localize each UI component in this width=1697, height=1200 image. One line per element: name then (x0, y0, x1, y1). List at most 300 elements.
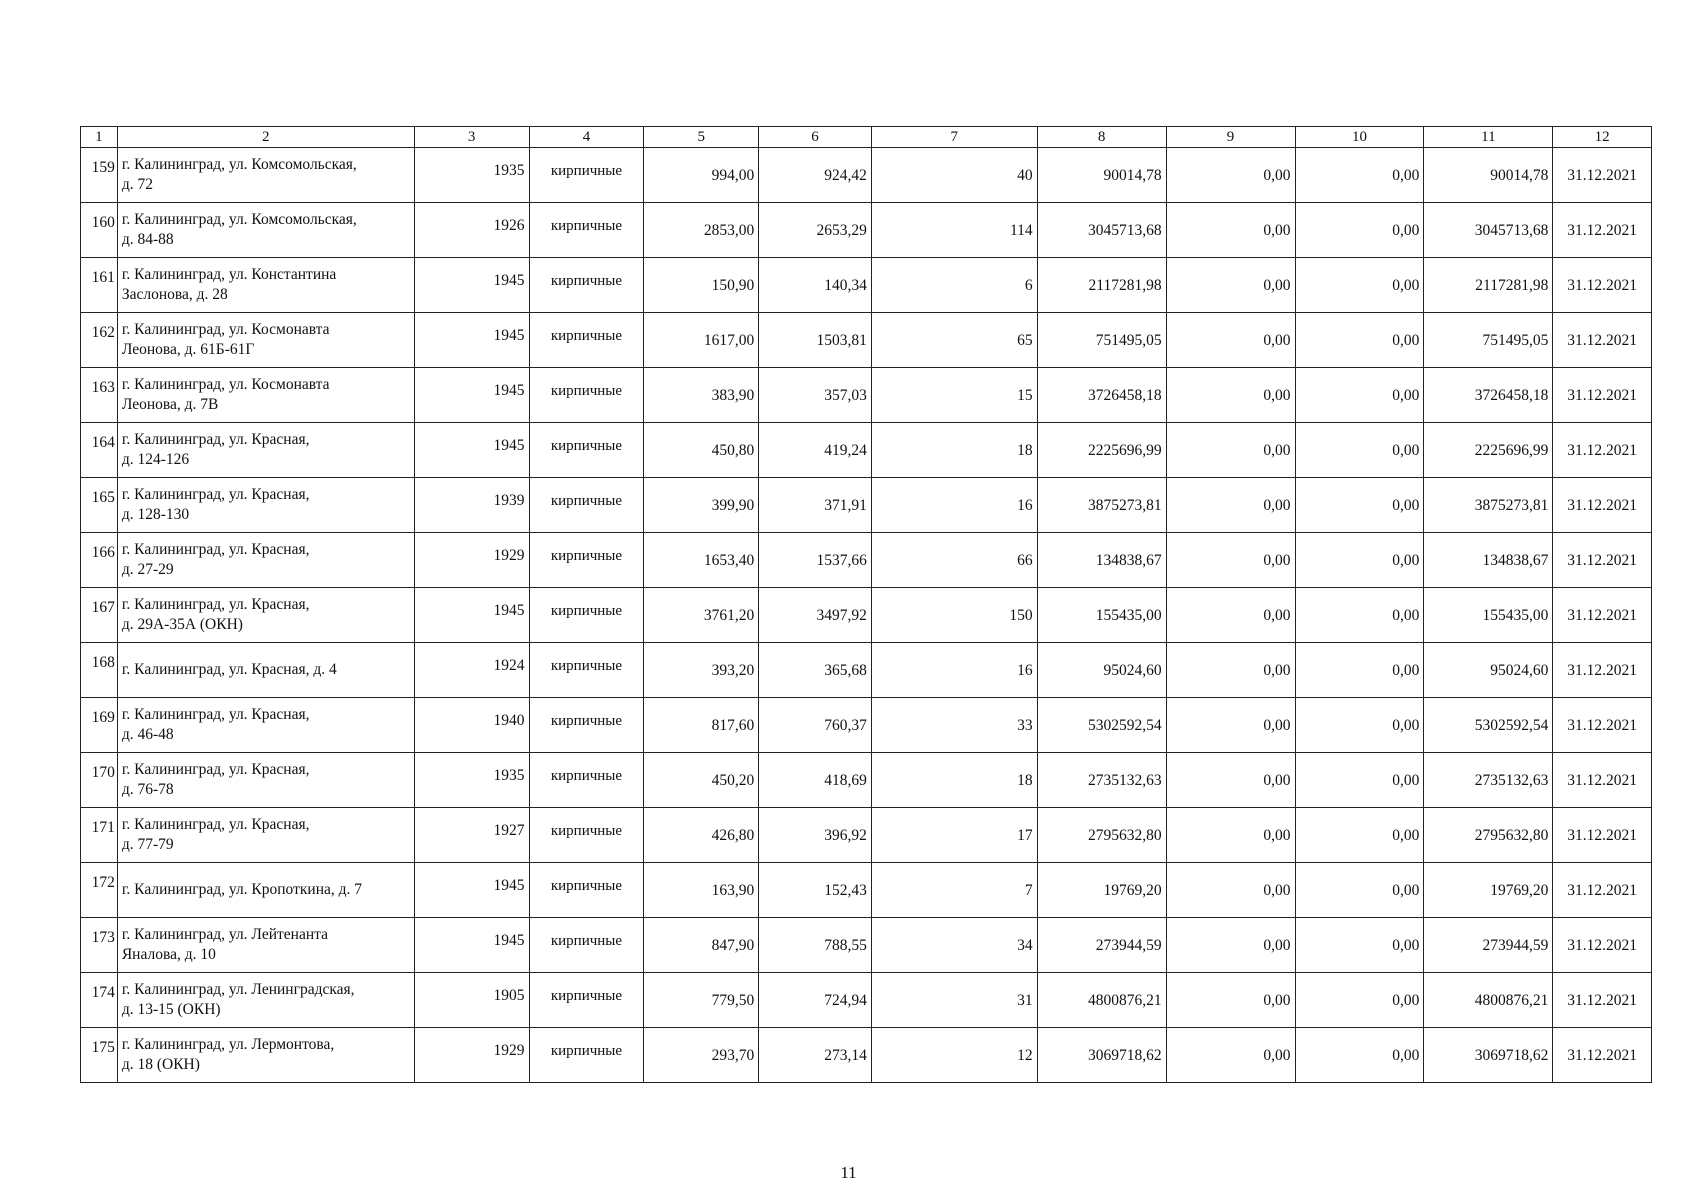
repair-cost-owners-value: 95024,60 (1490, 662, 1549, 679)
repair-cost-total-cell (1037, 918, 1166, 973)
deadline-date-cell (1553, 918, 1652, 973)
wall-material-value: кирпичные (550, 492, 623, 509)
repair-cost-owners-value: 2225696,99 (1474, 442, 1549, 459)
fund-amount-cell (1166, 258, 1295, 313)
wall-material-value: кирпичные (550, 767, 623, 784)
total-area-value: 150,90 (711, 277, 755, 294)
year-built-cell (414, 863, 529, 918)
deadline-date-value: 31.12.2021 (1567, 937, 1638, 954)
row-number-value: 167 (91, 599, 115, 616)
table-row (81, 643, 1652, 698)
other-amount-value: 0,00 (1392, 497, 1420, 514)
fund-amount-value: 0,00 (1263, 497, 1291, 514)
address-cell: г. Калининград, ул. Красная, д. 4 (117, 643, 414, 698)
deadline-date-value: 31.12.2021 (1567, 167, 1638, 184)
living-area-value: 924,42 (824, 167, 867, 184)
living-area-value: 273,14 (824, 1047, 867, 1064)
wall-material-cell (529, 258, 644, 313)
address-cell: г. Калининград, ул. Красная, д. 77-79 (117, 808, 414, 863)
living-area-value: 371,91 (824, 497, 867, 514)
address-cell: г. Калининград, ул. Красная, д. 29А-35А (ОКН) (117, 588, 414, 643)
total-area-value: 393,20 (711, 662, 755, 679)
wall-material-value: кирпичные (550, 657, 623, 674)
row-number-value: 165 (91, 489, 115, 506)
fund-amount-cell (1166, 643, 1295, 698)
other-amount-cell (1295, 203, 1424, 258)
living-area-value: 419,24 (824, 442, 867, 459)
deadline-date-value: 31.12.2021 (1567, 662, 1638, 679)
year-built-cell (414, 808, 529, 863)
total-area-value: 3761,20 (703, 607, 755, 624)
table-row (81, 753, 1652, 808)
deadline-date-value: 31.12.2021 (1567, 607, 1638, 624)
total-area-cell (644, 973, 759, 1028)
fund-amount-value: 0,00 (1263, 277, 1291, 294)
deadline-date-value: 31.12.2021 (1567, 552, 1638, 569)
houses-table (80, 126, 1652, 1083)
column-number-cell: 7 (871, 127, 1037, 148)
repair-cost-owners-value: 3875273,81 (1474, 497, 1549, 514)
living-area-cell (759, 698, 872, 753)
fund-amount-value: 0,00 (1263, 827, 1291, 844)
repair-cost-total-value: 4800876,21 (1087, 992, 1162, 1009)
repair-cost-owners-value: 2117281,98 (1475, 277, 1549, 294)
total-area-value: 1617,00 (703, 332, 755, 349)
total-area-cell (644, 698, 759, 753)
wall-material-value: кирпичные (550, 382, 623, 399)
total-area-value: 994,00 (711, 167, 755, 184)
deadline-date-cell (1553, 423, 1652, 478)
year-built-cell (414, 478, 529, 533)
wall-material-cell (529, 753, 644, 808)
repair-cost-total-value: 5302592,54 (1087, 717, 1162, 734)
wall-material-cell (529, 973, 644, 1028)
living-area-value: 140,34 (824, 277, 867, 294)
deadline-date-cell (1553, 313, 1652, 368)
wall-material-value: кирпичные (550, 217, 623, 234)
wall-material-cell (529, 423, 644, 478)
other-amount-value: 0,00 (1392, 937, 1420, 954)
year-built-cell (414, 973, 529, 1028)
fund-amount-cell (1166, 423, 1295, 478)
living-area-cell (759, 368, 872, 423)
living-area-cell (759, 863, 872, 918)
living-area-value: 396,92 (824, 827, 867, 844)
row-number-cell (81, 368, 118, 423)
repair-cost-total-value: 273944,59 (1095, 937, 1162, 954)
year-built-value: 1939 (493, 492, 525, 509)
repair-cost-total-value: 3726458,18 (1087, 387, 1162, 404)
repair-cost-total-cell (1037, 588, 1166, 643)
living-area-value: 1503,81 (816, 332, 867, 349)
repair-cost-owners-value: 751495,05 (1482, 332, 1549, 349)
address-cell: г. Калининград, ул. Красная, д. 124-126 (117, 423, 414, 478)
total-area-cell (644, 423, 759, 478)
wall-material-cell (529, 1028, 644, 1083)
deadline-date-value: 31.12.2021 (1567, 882, 1638, 899)
row-number-cell (81, 643, 118, 698)
row-number-value: 170 (91, 764, 115, 781)
row-number-value: 168 (91, 654, 115, 671)
living-area-cell (759, 973, 872, 1028)
repair-cost-owners-cell (1424, 258, 1553, 313)
deadline-date-cell (1553, 698, 1652, 753)
column-number-cell: 3 (414, 127, 529, 148)
year-built-cell (414, 918, 529, 973)
residents-count-cell (871, 753, 1037, 808)
repair-cost-total-value: 19769,20 (1103, 882, 1162, 899)
residents-count-cell (871, 643, 1037, 698)
total-area-cell (644, 368, 759, 423)
wall-material-cell (529, 863, 644, 918)
repair-cost-total-value: 2117281,98 (1088, 277, 1162, 294)
fund-amount-cell (1166, 753, 1295, 808)
deadline-date-cell (1553, 203, 1652, 258)
residents-count-cell (871, 533, 1037, 588)
living-area-value: 3497,92 (816, 607, 867, 624)
row-number-cell (81, 478, 118, 533)
row-number-cell (81, 588, 118, 643)
repair-cost-owners-value: 3069718,62 (1474, 1047, 1549, 1064)
fund-amount-cell (1166, 313, 1295, 368)
residents-count-value: 18 (1017, 772, 1033, 789)
other-amount-value: 0,00 (1392, 552, 1420, 569)
residents-count-value: 6 (1024, 277, 1033, 294)
deadline-date-value: 31.12.2021 (1567, 992, 1638, 1009)
other-amount-value: 0,00 (1392, 717, 1420, 734)
wall-material-cell (529, 368, 644, 423)
column-number-cell: 8 (1037, 127, 1166, 148)
repair-cost-total-value: 155435,00 (1095, 607, 1162, 624)
wall-material-value: кирпичные (550, 987, 623, 1004)
year-built-value: 1929 (493, 547, 525, 564)
row-number-cell (81, 203, 118, 258)
total-area-cell (644, 753, 759, 808)
repair-cost-owners-value: 2735132,63 (1474, 772, 1549, 789)
other-amount-cell (1295, 588, 1424, 643)
repair-cost-owners-value: 90014,78 (1490, 167, 1549, 184)
total-area-cell (644, 643, 759, 698)
repair-cost-total-cell (1037, 368, 1166, 423)
residents-count-value: 16 (1017, 662, 1033, 679)
residents-count-value: 15 (1017, 387, 1033, 404)
residents-count-cell (871, 588, 1037, 643)
deadline-date-cell (1553, 368, 1652, 423)
repair-cost-owners-value: 5302592,54 (1474, 717, 1549, 734)
deadline-date-cell (1553, 808, 1652, 863)
repair-cost-owners-value: 134838,67 (1482, 552, 1549, 569)
living-area-cell (759, 203, 872, 258)
repair-cost-total-cell (1037, 203, 1166, 258)
year-built-cell (414, 313, 529, 368)
table-row (81, 203, 1652, 258)
residents-count-cell (871, 313, 1037, 368)
living-area-value: 760,37 (824, 717, 867, 734)
residents-count-value: 65 (1017, 332, 1033, 349)
row-number-value: 174 (91, 984, 115, 1001)
fund-amount-value: 0,00 (1263, 772, 1291, 789)
total-area-cell (644, 918, 759, 973)
total-area-value: 847,90 (711, 937, 755, 954)
table-row (81, 588, 1652, 643)
address-cell: г. Калининград, ул. Комсомольская, д. 84-88 (117, 203, 414, 258)
fund-amount-cell (1166, 808, 1295, 863)
year-built-value: 1945 (493, 327, 525, 344)
repair-cost-total-cell (1037, 148, 1166, 203)
fund-amount-cell (1166, 148, 1295, 203)
year-built-value: 1945 (493, 932, 525, 949)
repair-cost-owners-value: 3726458,18 (1474, 387, 1549, 404)
repair-cost-total-value: 134838,67 (1095, 552, 1162, 569)
other-amount-cell (1295, 863, 1424, 918)
deadline-date-value: 31.12.2021 (1567, 442, 1638, 459)
fund-amount-value: 0,00 (1263, 662, 1291, 679)
fund-amount-cell (1166, 478, 1295, 533)
total-area-value: 779,50 (711, 992, 755, 1009)
repair-cost-owners-cell (1424, 533, 1553, 588)
deadline-date-cell (1553, 478, 1652, 533)
repair-cost-owners-cell (1424, 478, 1553, 533)
other-amount-cell (1295, 478, 1424, 533)
living-area-value: 152,43 (824, 882, 867, 899)
year-built-value: 1935 (493, 162, 525, 179)
living-area-cell (759, 643, 872, 698)
row-number-value: 163 (91, 379, 115, 396)
row-number-cell (81, 258, 118, 313)
table-row (81, 148, 1652, 203)
repair-cost-total-cell (1037, 478, 1166, 533)
fund-amount-cell (1166, 368, 1295, 423)
deadline-date-value: 31.12.2021 (1567, 772, 1638, 789)
row-number-cell (81, 973, 118, 1028)
other-amount-value: 0,00 (1392, 222, 1420, 239)
year-built-cell (414, 423, 529, 478)
living-area-value: 418,69 (824, 772, 867, 789)
address-cell: г. Калининград, ул. Космонавта Леонова, д. 7В (117, 368, 414, 423)
total-area-cell (644, 588, 759, 643)
table-row (81, 258, 1652, 313)
deadline-date-value: 31.12.2021 (1567, 1047, 1638, 1064)
deadline-date-value: 31.12.2021 (1567, 222, 1638, 239)
row-number-cell (81, 698, 118, 753)
row-number-value: 172 (91, 874, 115, 891)
total-area-value: 450,20 (711, 772, 755, 789)
total-area-value: 163,90 (711, 882, 755, 899)
row-number-cell (81, 533, 118, 588)
table-row (81, 368, 1652, 423)
other-amount-cell (1295, 423, 1424, 478)
year-built-value: 1927 (493, 822, 525, 839)
column-number-cell: 11 (1424, 127, 1553, 148)
fund-amount-value: 0,00 (1263, 1047, 1291, 1064)
deadline-date-cell (1553, 973, 1652, 1028)
address-cell: г. Калининград, ул. Красная, д. 46-48 (117, 698, 414, 753)
row-number-cell (81, 313, 118, 368)
repair-cost-owners-cell (1424, 643, 1553, 698)
repair-cost-owners-cell (1424, 918, 1553, 973)
deadline-date-cell (1553, 1028, 1652, 1083)
fund-amount-cell (1166, 533, 1295, 588)
total-area-cell (644, 808, 759, 863)
table-row (81, 808, 1652, 863)
address-cell: г. Калининград, ул. Ленинградская, д. 13-15 (ОКН) (117, 973, 414, 1028)
wall-material-cell (529, 203, 644, 258)
year-built-value: 1945 (493, 602, 525, 619)
living-area-cell (759, 258, 872, 313)
other-amount-cell (1295, 808, 1424, 863)
residents-count-cell (871, 148, 1037, 203)
fund-amount-cell (1166, 918, 1295, 973)
fund-amount-value: 0,00 (1263, 882, 1291, 899)
wall-material-value: кирпичные (550, 602, 623, 619)
total-area-value: 817,60 (711, 717, 755, 734)
other-amount-value: 0,00 (1392, 277, 1420, 294)
column-number-cell: 10 (1295, 127, 1424, 148)
repair-cost-total-cell (1037, 973, 1166, 1028)
residents-count-cell (871, 973, 1037, 1028)
repair-cost-total-value: 90014,78 (1103, 167, 1162, 184)
living-area-cell (759, 533, 872, 588)
row-number-value: 164 (91, 434, 115, 451)
deadline-date-value: 31.12.2021 (1567, 387, 1638, 404)
wall-material-value: кирпичные (550, 822, 623, 839)
other-amount-cell (1295, 533, 1424, 588)
repair-cost-total-value: 3875273,81 (1087, 497, 1162, 514)
fund-amount-value: 0,00 (1263, 992, 1291, 1009)
fund-amount-cell (1166, 1028, 1295, 1083)
repair-cost-total-cell (1037, 808, 1166, 863)
year-built-value: 1945 (493, 437, 525, 454)
total-area-value: 450,80 (711, 442, 755, 459)
address-cell: г. Калининград, ул. Комсомольская, д. 72 (117, 148, 414, 203)
repair-cost-total-cell (1037, 753, 1166, 808)
other-amount-value: 0,00 (1392, 607, 1420, 624)
residents-count-value: 12 (1017, 1047, 1033, 1064)
other-amount-value: 0,00 (1392, 662, 1420, 679)
row-number-value: 166 (91, 544, 115, 561)
residents-count-cell (871, 808, 1037, 863)
repair-cost-owners-cell (1424, 313, 1553, 368)
other-amount-value: 0,00 (1392, 167, 1420, 184)
row-number-cell (81, 148, 118, 203)
other-amount-cell (1295, 313, 1424, 368)
year-built-value: 1926 (493, 217, 525, 234)
table-row (81, 1028, 1652, 1083)
repair-cost-owners-value: 2795632,80 (1474, 827, 1549, 844)
other-amount-cell (1295, 1028, 1424, 1083)
residents-count-cell (871, 258, 1037, 313)
year-built-value: 1929 (493, 1042, 525, 1059)
year-built-cell (414, 588, 529, 643)
wall-material-cell (529, 533, 644, 588)
living-area-value: 724,94 (824, 992, 867, 1009)
total-area-value: 399,90 (711, 497, 755, 514)
page-number: 11 (840, 1163, 857, 1182)
row-number-value: 169 (91, 709, 115, 726)
repair-cost-total-cell (1037, 1028, 1166, 1083)
other-amount-cell (1295, 368, 1424, 423)
repair-cost-owners-value: 3045713,68 (1474, 222, 1549, 239)
total-area-cell (644, 478, 759, 533)
wall-material-value: кирпичные (550, 327, 623, 344)
repair-cost-owners-cell (1424, 203, 1553, 258)
table-row (81, 918, 1652, 973)
total-area-cell (644, 258, 759, 313)
deadline-date-cell (1553, 643, 1652, 698)
total-area-cell (644, 148, 759, 203)
deadline-date-cell (1553, 753, 1652, 808)
other-amount-value: 0,00 (1392, 1047, 1420, 1064)
residents-count-value: 150 (1009, 607, 1033, 624)
wall-material-cell (529, 313, 644, 368)
other-amount-cell (1295, 918, 1424, 973)
total-area-cell (644, 533, 759, 588)
column-number-cell: 1 (81, 127, 118, 148)
year-built-cell (414, 258, 529, 313)
address-cell: г. Калининград, ул. Константина Заслонова, д. 28 (117, 258, 414, 313)
row-number-value: 171 (91, 819, 115, 836)
wall-material-cell (529, 808, 644, 863)
residents-count-value: 33 (1017, 717, 1033, 734)
year-built-cell (414, 753, 529, 808)
row-number-value: 175 (91, 1039, 115, 1056)
living-area-value: 1537,66 (816, 552, 867, 569)
living-area-cell (759, 313, 872, 368)
repair-cost-owners-cell (1424, 753, 1553, 808)
other-amount-value: 0,00 (1392, 332, 1420, 349)
fund-amount-value: 0,00 (1263, 937, 1291, 954)
other-amount-cell (1295, 643, 1424, 698)
wall-material-value: кирпичные (550, 437, 623, 454)
year-built-value: 1905 (493, 987, 525, 1004)
living-area-cell (759, 148, 872, 203)
wall-material-value: кирпичные (550, 712, 623, 729)
total-area-value: 2853,00 (703, 222, 755, 239)
wall-material-value: кирпичные (550, 162, 623, 179)
other-amount-value: 0,00 (1392, 827, 1420, 844)
total-area-cell (644, 203, 759, 258)
year-built-value: 1935 (493, 767, 525, 784)
year-built-cell (414, 368, 529, 423)
table-row (81, 313, 1652, 368)
table-row (81, 698, 1652, 753)
deadline-date-value: 31.12.2021 (1567, 717, 1638, 734)
other-amount-value: 0,00 (1392, 442, 1420, 459)
living-area-value: 2653,29 (816, 222, 867, 239)
fund-amount-value: 0,00 (1263, 442, 1291, 459)
total-area-value: 293,70 (711, 1047, 755, 1064)
row-number-value: 162 (91, 324, 115, 341)
repair-cost-owners-cell (1424, 1028, 1553, 1083)
column-number-cell: 6 (759, 127, 872, 148)
column-number-cell: 9 (1166, 127, 1295, 148)
repair-cost-owners-cell (1424, 698, 1553, 753)
repair-cost-owners-value: 19769,20 (1490, 882, 1549, 899)
table-row (81, 973, 1652, 1028)
wall-material-value: кирпичные (550, 547, 623, 564)
address-cell: г. Калининград, ул. Кропоткина, д. 7 (117, 863, 414, 918)
repair-cost-total-value: 3045713,68 (1087, 222, 1162, 239)
column-number-cell: 4 (529, 127, 644, 148)
wall-material-cell (529, 643, 644, 698)
fund-amount-cell (1166, 203, 1295, 258)
deadline-date-cell (1553, 863, 1652, 918)
year-built-value: 1924 (493, 657, 525, 674)
year-built-value: 1945 (493, 382, 525, 399)
year-built-cell (414, 643, 529, 698)
residents-count-cell (871, 423, 1037, 478)
wall-material-cell (529, 148, 644, 203)
